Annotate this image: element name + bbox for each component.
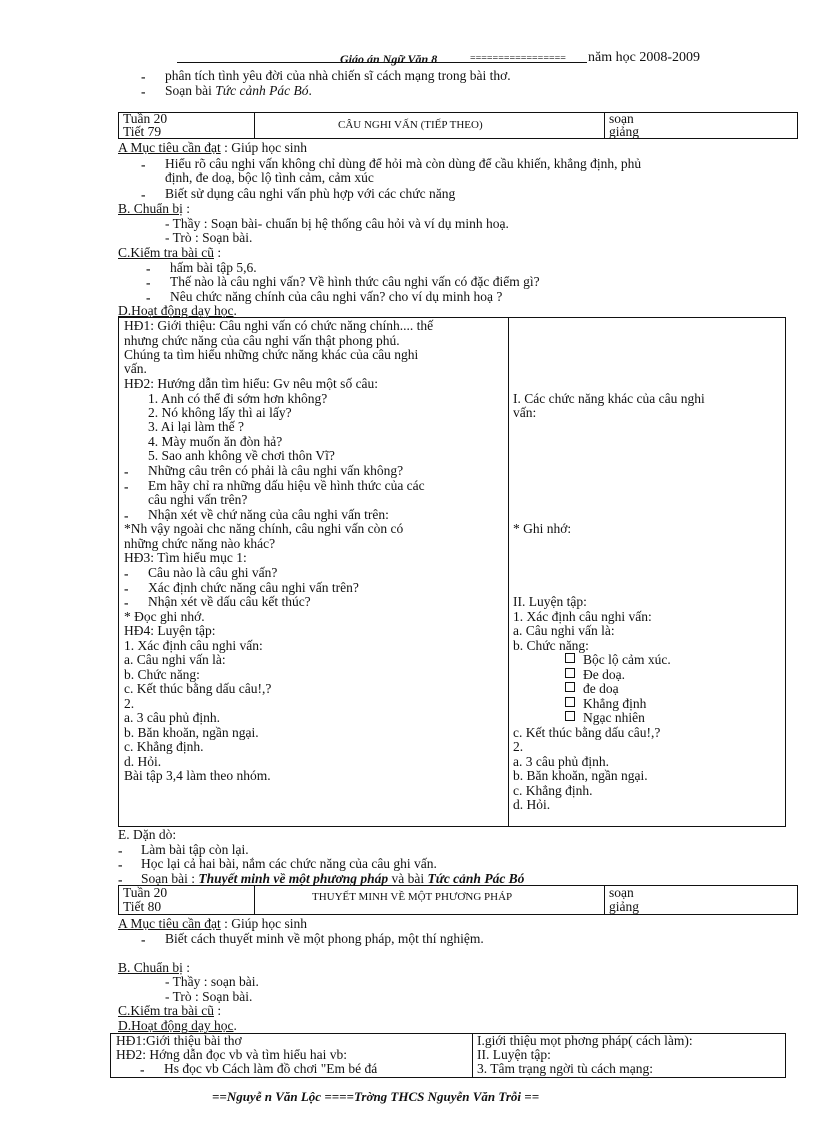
- bullet-dash: -: [124, 581, 129, 596]
- bullet-dash: -: [118, 843, 123, 858]
- bullet-dash: -: [141, 157, 146, 172]
- divider: [604, 885, 605, 915]
- bullet-dash: -: [146, 275, 151, 290]
- hd4-l1: 1. Xác định câu nghi vấn:: [124, 638, 263, 653]
- checkbox-item: đe doạ: [565, 682, 619, 696]
- lesson1-section-e: E. Dặn dò:: [118, 827, 177, 842]
- hd3-ask-3: Nhận xét về dấu câu kết thúc?: [148, 594, 311, 609]
- hd4-l3: b. Chức năng:: [124, 667, 200, 682]
- bullet-dash: -: [146, 261, 151, 276]
- right-i-title-2: vấn:: [513, 405, 537, 420]
- hd2-q5: 5. Sao anh không về chơi thôn Vĩ?: [148, 448, 335, 463]
- hd2-q4: 4. Mày muốn ăn đòn hả?: [148, 434, 283, 449]
- lesson1-a-item-2: định, đe doạ, bộc lộ tình cảm, cảm xúc: [165, 170, 374, 185]
- lesson2-hd1: HĐ1:Giới thiệu bài thơ: [116, 1033, 242, 1048]
- lesson2-title: THUYẾT MINH VỀ MỘT PHƯƠNG PHÁP: [312, 891, 513, 903]
- lesson2-b-item-2: - Trò : Soạn bài.: [165, 989, 253, 1004]
- bullet-dash: -: [140, 1062, 145, 1077]
- lesson2-right-2: II. Luyện tập:: [477, 1047, 551, 1062]
- lesson1-a-item-3: Biết sử dụng câu nghi vấn phù hợp với các chức năng: [165, 186, 456, 201]
- lesson2-giang: giảng: [609, 899, 639, 914]
- hd2-title: HĐ2: Hướng dẫn tìm hiểu: Gv nêu một số câu:: [124, 376, 379, 391]
- bullet-dash: -: [141, 187, 146, 202]
- bullet-dash: -: [118, 857, 123, 872]
- bullet-dash: -: [141, 84, 146, 99]
- hd2-note-1: *Nh vậy ngoài chc năng chính, câu nghi vấn còn có: [124, 521, 404, 536]
- bullet-dash: -: [141, 932, 146, 947]
- right-r1: 1. Xác định câu nghi vấn:: [513, 609, 652, 624]
- lesson1-title: CÂU NGHI VẤN (TIẾP THEO): [338, 119, 483, 131]
- hd2-ask-2b: câu nghi vấn trên?: [148, 492, 248, 507]
- lesson2-right-1: I.giới thiệu mọt phơng pháp( cách làm):: [477, 1033, 693, 1048]
- hd4-l7: b. Băn khoăn, ngần ngại.: [124, 725, 259, 740]
- bullet-dash: -: [124, 595, 129, 610]
- divider: [254, 885, 255, 915]
- hd4-l5: 2.: [124, 696, 135, 711]
- hd1-line-1: HĐ1: Giới thiệu: Câu nghi vấn có chức năng chính.... thế: [124, 318, 434, 333]
- lesson1-section-a: A Mục tiêu cần đạt : Giúp học sinh: [118, 140, 307, 155]
- hd4-l10: Bài tập 3,4 làm theo nhóm.: [124, 768, 271, 783]
- lesson2-section-d: D.Hoạt động dạy học.: [118, 1018, 237, 1033]
- hd2-q1: 1. Anh có thể đi sớm hơn không?: [148, 391, 328, 406]
- hd4-l9: d. Hỏi.: [124, 754, 162, 769]
- checkbox-item: Ngạc nhiên: [565, 711, 645, 725]
- lesson1-c-item-1: hấm bài tập 5,6.: [170, 260, 257, 275]
- bullet-dash: -: [118, 872, 123, 887]
- right-luyen-tap: II. Luyện tập:: [513, 594, 587, 609]
- lesson2-a-item-1: Biết cách thuyết minh về một phong pháp, một thí nghiệm.: [165, 931, 484, 946]
- bullet-dash: -: [124, 566, 129, 581]
- hd1-line-4: vấn.: [124, 361, 147, 376]
- lesson1-a-item-1: Hiểu rõ câu nghi vấn không chỉ dùng để hỏi mà còn dùng để cầu khiến, khẳng định, phủ: [165, 156, 642, 171]
- lesson1-b-item-2: - Trò : Soạn bài.: [165, 230, 253, 245]
- hd4-l2: a. Câu nghi vấn là:: [124, 652, 226, 667]
- checkbox-item: Khẳng định: [565, 697, 646, 711]
- right-r8: c. Khẳng định.: [513, 783, 593, 798]
- hd4-l6: a. 3 câu phủ định.: [124, 710, 220, 725]
- lesson1-e-item-2: Học lại cả hai bài, nắm các chức năng của câu ghi vấn.: [141, 856, 437, 871]
- lesson1-e-item-3: Soạn bài : Thuyết minh về một phương pháp và bài Tức cảnh Pác Bó: [141, 871, 525, 886]
- hd1-line-3: Chúng ta tìm hiểu những chức năng khác của câu nghi: [124, 347, 419, 362]
- hd2-note-2: những chức năng nào khác?: [124, 536, 276, 551]
- checkbox-icon: [565, 668, 575, 678]
- hd2-ask-2: Em hãy chỉ ra những dấu hiệu về hình thức của các: [148, 478, 425, 493]
- hd4-title: HĐ4: Luyện tập:: [124, 623, 216, 638]
- lesson1-c-item-3: Nêu chức năng chính của câu nghi vấn? cho ví dụ minh hoạ ?: [170, 289, 503, 304]
- right-r3: b. Chức năng:: [513, 638, 589, 653]
- bullet-dash: -: [124, 479, 129, 494]
- divider: [508, 317, 509, 827]
- bullet-dash: -: [124, 508, 129, 523]
- lesson2-hd2: HĐ2: Hớng dẫn đọc vb và tìm hiểu hai vb:: [116, 1047, 347, 1062]
- hd2-q3: 3. Ai lại làm thế ?: [148, 419, 244, 434]
- right-r5: 2.: [513, 739, 524, 754]
- intro-bullet-1: phân tích tình yêu đời của nhà chiến sĩ cách mạng trong bài thơ.: [165, 68, 511, 83]
- checkbox-item: Bộc lộ cảm xúc.: [565, 653, 671, 667]
- lesson1-soan: soạn: [609, 111, 634, 126]
- hd3-ask-1: Câu nào là câu ghi vấn?: [148, 565, 278, 580]
- header-year: năm học 2008-2009: [588, 50, 700, 65]
- hd1-line-2: nhưng chức năng của câu nghi vấn thật phong phú.: [124, 333, 400, 348]
- hd2-q2: 2. Nó không lấy thì ai lấy?: [148, 405, 292, 420]
- hd3-ask-2: Xác định chức năng câu nghi vấn trên?: [148, 580, 359, 595]
- lesson2-right-3: 3. Tâm trạng ngời tù cách mạng:: [477, 1061, 653, 1076]
- divider: [604, 112, 605, 139]
- checkbox-icon: [565, 682, 575, 692]
- hd4-l8: c. Khẳng định.: [124, 739, 204, 754]
- hd3-read: * Đọc ghi nhớ.: [124, 609, 205, 624]
- lesson2-hd2-item: Hs đọc vb Cách làm đồ chơi "Em bé đá: [164, 1061, 378, 1076]
- lesson2-tiet: Tiết 80: [123, 899, 162, 914]
- right-i-title: I. Các chức năng khác của câu nghi: [513, 391, 705, 406]
- hd2-ask-3: Nhận xét về chứ năng của câu nghi vấn trên:: [148, 507, 389, 522]
- lesson1-b-item-1: - Thầy : Soạn bài- chuẩn bị hệ thống câu hỏi và ví dụ minh hoạ.: [165, 216, 509, 231]
- checkbox-icon: [565, 653, 575, 663]
- checkbox-icon: [565, 697, 575, 707]
- page-footer: ==Nguyễ n Văn Lộc ====Trờng THCS Nguyễn Văn Trỗi ==: [212, 1089, 540, 1104]
- lesson1-c-item-2: Thế nào là câu nghi vấn? Về hình thức câu nghi vấn có đặc điểm gì?: [170, 274, 540, 289]
- lesson2-b-item-1: - Thầy : soạn bài.: [165, 974, 259, 989]
- right-r7: b. Băn khoăn, ngần ngại.: [513, 768, 648, 783]
- right-r2: a. Câu nghi vấn là:: [513, 623, 615, 638]
- lesson2-section-a: A Mục tiêu cần đạt : Giúp học sinh: [118, 916, 307, 931]
- bullet-dash: -: [141, 69, 146, 84]
- lesson1-tuan: Tuần 20: [123, 111, 168, 126]
- lesson1-section-c: C.Kiểm tra bài cũ :: [118, 245, 222, 260]
- divider: [472, 1033, 473, 1078]
- divider: [254, 112, 255, 139]
- lesson1-section-b: B. Chuẩn bị :: [118, 201, 191, 216]
- checkbox-icon: [565, 711, 575, 721]
- hd2-ask-1: Những câu trên có phải là câu nghi vấn không?: [148, 463, 404, 478]
- lesson1-section-d: D.Hoạt động dạy học.: [118, 303, 237, 318]
- header-fill: =================: [470, 53, 566, 64]
- bullet-dash: -: [146, 290, 151, 305]
- lesson2-section-c: C.Kiểm tra bài cũ :: [118, 1003, 222, 1018]
- bullet-dash: -: [124, 464, 129, 479]
- lesson2-section-b: B. Chuẩn bị :: [118, 960, 191, 975]
- hd3-title: HĐ3: Tìm hiểu mục 1:: [124, 550, 247, 565]
- header-title: Giáo án Ngữ Văn 8: [340, 52, 438, 66]
- intro-bullet-2: Soạn bài Tức cảnh Pác Bó.: [165, 83, 312, 98]
- lesson2-tuan: Tuần 20: [123, 885, 168, 900]
- lesson2-soan: soạn: [609, 885, 634, 900]
- lesson1-tiet: Tiết 79: [123, 124, 162, 139]
- checkbox-item: Đe doạ.: [565, 668, 625, 682]
- right-ghi-nho: * Ghi nhớ:: [513, 521, 572, 536]
- right-r9: d. Hỏi.: [513, 797, 551, 812]
- right-r4: c. Kết thúc bằng dấu câu!,?: [513, 725, 661, 740]
- lesson1-e-item-1: Làm bài tập còn lại.: [141, 842, 249, 857]
- right-r6: a. 3 câu phủ định.: [513, 754, 609, 769]
- lesson1-giang: giảng: [609, 124, 639, 139]
- hd4-l4: c. Kết thúc bằng dấu câu!,?: [124, 681, 272, 696]
